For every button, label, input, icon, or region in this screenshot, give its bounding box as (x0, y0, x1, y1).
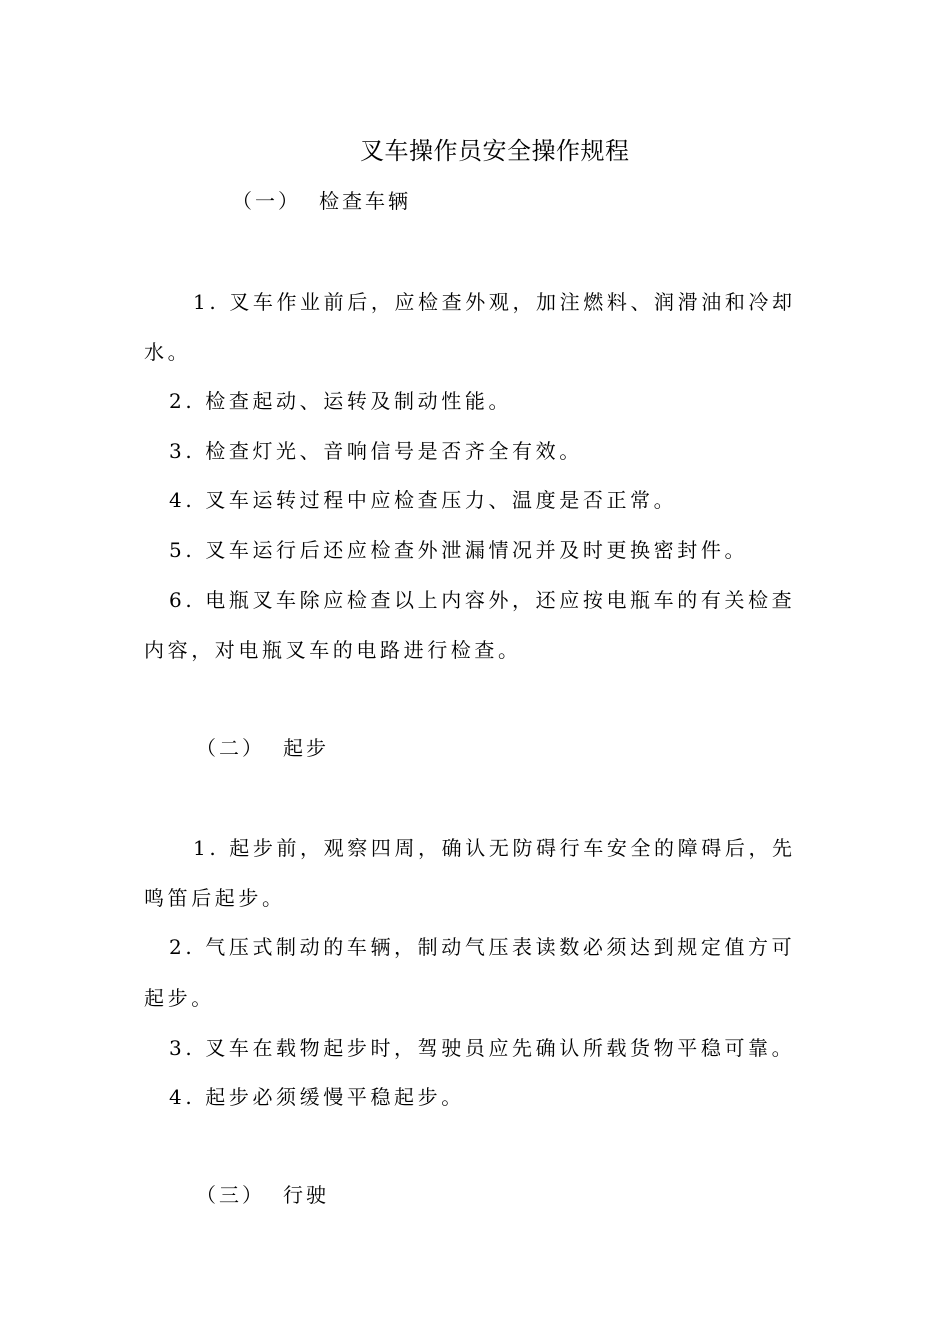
section-heading-1 (232, 186, 411, 216)
paragraph-line: 4. 叉车运转过程中应检查压力、温度是否正常。 (169, 488, 678, 512)
document-title: 叉车操作员安全操作规程 (360, 137, 630, 165)
section-number: （二） (196, 736, 265, 760)
paragraph-line: 4. 起步必须缓慢平稳起步。 (169, 1085, 465, 1109)
paragraph-line: 2. 气压式制动的车辆，制动气压表读数必须达到规定值方可 (169, 935, 796, 959)
section-title: 检查车辆 (319, 189, 411, 213)
section-title: 起步 (283, 736, 329, 760)
paragraph-line: 5. 叉车运行后还应检查外泄漏情况并及时更换密封件。 (169, 538, 749, 562)
paragraph-line: 1. 起步前，观察四周，确认无防碍行车安全的障碍后，先 (193, 836, 796, 860)
paragraph-line: 3. 检查灯光、音响信号是否齐全有效。 (169, 439, 583, 463)
section-heading-3 (196, 1180, 329, 1210)
paragraph-line: 鸣笛后起步。 (144, 886, 286, 910)
paragraph-line: 内容，对电瓶叉车的电路进行检查。 (144, 638, 522, 662)
paragraph-line: 3. 叉车在载物起步时，驾驶员应先确认所载货物平稳可靠。 (169, 1036, 796, 1060)
section-heading-2 (196, 733, 329, 763)
paragraph-line: 1. 叉车作业前后，应检查外观，加注燃料、润滑油和冷却 (193, 290, 796, 314)
paragraph-line: 6. 电瓶叉车除应检查以上内容外，还应按电瓶车的有关检查 (169, 588, 796, 612)
paragraph-line: 起步。 (144, 986, 215, 1010)
paragraph-line: 2. 检查起动、运转及制动性能。 (169, 389, 513, 413)
section-number: （三） (196, 1183, 265, 1207)
section-title: 行驶 (283, 1183, 329, 1207)
section-number: （一） (232, 189, 301, 213)
paragraph-line: 水。 (144, 340, 192, 364)
